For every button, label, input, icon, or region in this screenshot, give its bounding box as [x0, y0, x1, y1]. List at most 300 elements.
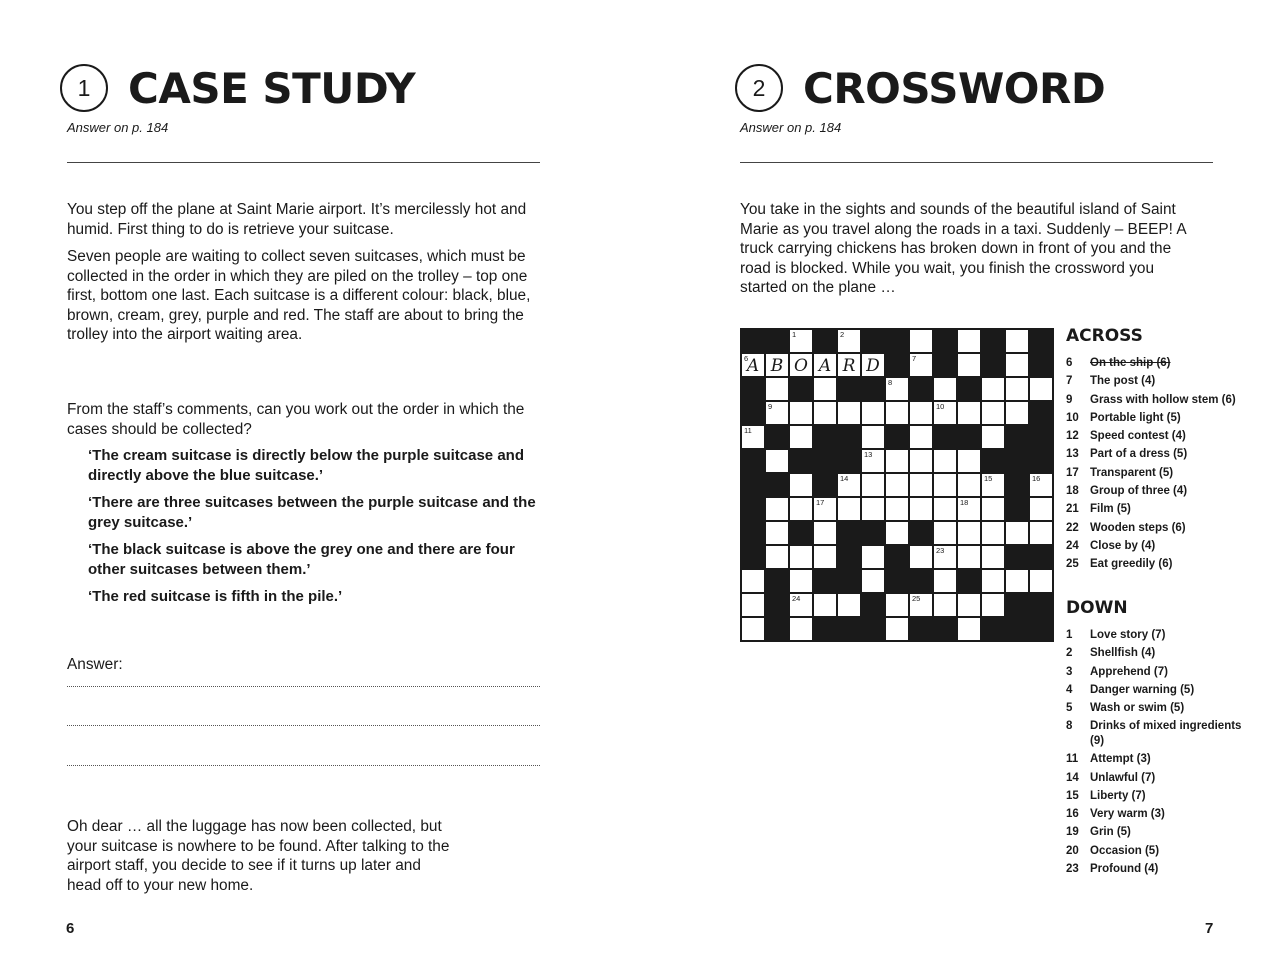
- grid-cell[interactable]: [909, 593, 933, 617]
- grid-cell[interactable]: [861, 569, 885, 593]
- grid-cell[interactable]: [885, 521, 909, 545]
- grid-cell[interactable]: [885, 377, 909, 401]
- grid-cell[interactable]: [741, 593, 765, 617]
- grid-cell-black: [765, 569, 789, 593]
- clue-number: 23: [1066, 863, 1079, 876]
- clue-number: 2: [1066, 647, 1073, 660]
- cell-number: 11: [744, 426, 752, 435]
- grid-cell-black: [933, 425, 957, 449]
- clue-number: 22: [1066, 521, 1079, 534]
- clue-item: [1066, 789, 1256, 804]
- clue-number: 14: [1066, 771, 1079, 784]
- intro-paragraph: You take in the sights and sounds of the beautiful island of Saint Marie as you travel along the roads in a taxi. Suddenly – BEEP! A truck carrying chickens has broken down in front of you and the road is blocked. While you wait, you finish the crossword you started on the plane …: [740, 201, 1186, 296]
- grid-cell-black: [885, 545, 909, 569]
- grid-cell-black: [837, 545, 861, 569]
- clue-text: The post (4): [1090, 375, 1156, 388]
- grid-cell-black: [837, 569, 861, 593]
- grid-cell[interactable]: [813, 377, 837, 401]
- question-paragraph: From the staff’s comments, can you work out the order in which the cases should be collected?: [67, 401, 525, 438]
- cell-letter: D: [866, 356, 880, 376]
- clue-text: Shellfish (4): [1090, 647, 1156, 660]
- grid-cell-black: [789, 449, 813, 473]
- grid-cell-black: [885, 569, 909, 593]
- grid-cell[interactable]: [957, 497, 981, 521]
- clue-number: 1: [1066, 629, 1073, 641]
- grid-cell[interactable]: [861, 473, 885, 497]
- grid-cell[interactable]: [981, 593, 1005, 617]
- clue-number: 18: [1066, 485, 1079, 498]
- grid-cell-black: [1029, 353, 1053, 377]
- grid-cell-black: [813, 329, 837, 353]
- quote: ‘The cream suitcase is directly below the purple suitcase and directly above the blue suitcase.’: [88, 447, 524, 484]
- clue-item: [1066, 719, 1256, 748]
- grid-cell[interactable]: [981, 497, 1005, 521]
- grid-cell[interactable]: [909, 329, 933, 353]
- grid-cell[interactable]: [981, 401, 1005, 425]
- cell-number: 1: [792, 330, 797, 339]
- clue-text: Occasion (5): [1090, 844, 1160, 857]
- grid-cell-black: [765, 473, 789, 497]
- clue-text: Attempt (3): [1090, 753, 1151, 766]
- clue-item: [1066, 356, 1256, 371]
- answer-line[interactable]: [67, 765, 540, 766]
- clue-text: Grass with hollow stem (6): [1090, 393, 1236, 406]
- cell-number: 7: [912, 354, 917, 363]
- grid-cell[interactable]: [789, 497, 813, 521]
- grid-cell-black: [741, 497, 765, 521]
- grid-cell-black: [789, 377, 813, 401]
- answer-reference: Answer on p. 184: [740, 120, 842, 135]
- clue-text: Wooden steps (6): [1090, 521, 1186, 534]
- grid-cell-black: [933, 329, 957, 353]
- grid-cell-black: [909, 569, 933, 593]
- grid-cell[interactable]: [957, 521, 981, 545]
- grid-cell[interactable]: [813, 497, 837, 521]
- cell-number: 9: [768, 402, 773, 411]
- closing-paragraph: Oh dear … all the luggage has now been collected, but your suitcase is nowhere to be found. After talking to the airport staff, you decide to see if it turns up later and head off to your new home.: [67, 818, 450, 894]
- down-clue-list: [1066, 628, 1256, 877]
- grid-cell[interactable]: [741, 353, 765, 377]
- answer-line[interactable]: [67, 686, 540, 687]
- grid-cell[interactable]: [837, 473, 861, 497]
- clue-number: 3: [1066, 665, 1073, 678]
- clue-number: 13: [1066, 448, 1079, 461]
- grid-cell[interactable]: [933, 497, 957, 521]
- clue-number: 17: [1066, 466, 1079, 479]
- grid-cell[interactable]: [741, 425, 765, 449]
- clue-number: 5: [1066, 702, 1073, 715]
- grid-cell[interactable]: [933, 377, 957, 401]
- clue-item: [1066, 374, 1256, 389]
- grid-cell[interactable]: [813, 353, 837, 377]
- grid-cell-black: [861, 329, 885, 353]
- grid-cell-black: [765, 617, 789, 641]
- quote: ‘The red suitcase is fifth in the pile.’: [88, 588, 343, 605]
- grid-cell[interactable]: [981, 569, 1005, 593]
- down-clues: [1066, 598, 1256, 880]
- clue-item: [1066, 539, 1256, 554]
- puzzle-header: [60, 60, 415, 116]
- grid-cell[interactable]: [909, 545, 933, 569]
- intro-paragraph: You step off the plane at Saint Marie airport. It’s mercilessly hot and humid. First thing to do is retrieve your suitcase.: [67, 201, 527, 238]
- grid-cell-black: [957, 425, 981, 449]
- grid-cell-black: [1005, 497, 1029, 521]
- grid-cell[interactable]: [957, 473, 981, 497]
- closing-text: [67, 817, 457, 903]
- clue-item: [1066, 844, 1256, 859]
- grid-cell[interactable]: [741, 569, 765, 593]
- grid-cell[interactable]: [861, 425, 885, 449]
- clue-text: Eat greedily (6): [1090, 558, 1173, 571]
- grid-cell-black: [861, 377, 885, 401]
- clue-text: Close by (4): [1090, 539, 1156, 552]
- grid-cell-black: [909, 521, 933, 545]
- clue-text: Speed contest (4): [1090, 430, 1186, 443]
- staff-quotes: [88, 446, 538, 615]
- grid-cell-black: [741, 545, 765, 569]
- grid-cell[interactable]: [909, 401, 933, 425]
- intro-text: [67, 200, 532, 353]
- grid-cell-black: [1005, 545, 1029, 569]
- grid-cell[interactable]: [765, 449, 789, 473]
- clue-number: 15: [1066, 789, 1079, 802]
- clue-item: [1066, 771, 1256, 786]
- crossword-grid: [740, 328, 1054, 642]
- intro-text: [740, 200, 1200, 306]
- clue-text: Liberty (7): [1090, 789, 1146, 802]
- grid-cell-black: [1029, 593, 1053, 617]
- grid-cell-black: [1005, 449, 1029, 473]
- grid-cell[interactable]: [765, 521, 789, 545]
- grid-cell-black: [1005, 425, 1029, 449]
- clue-item: [1066, 447, 1256, 462]
- clue-item: [1066, 825, 1256, 840]
- grid-cell-black: [861, 617, 885, 641]
- clue-item: [1066, 862, 1256, 877]
- clue-number: 9: [1066, 393, 1073, 406]
- grid-cell[interactable]: [885, 473, 909, 497]
- clue-number: 11: [1066, 753, 1079, 766]
- grid-cell-black: [789, 521, 813, 545]
- clue-item: [1066, 411, 1256, 426]
- grid-cell[interactable]: [981, 521, 1005, 545]
- grid-cell[interactable]: [837, 497, 861, 521]
- grid-cell-black: [765, 329, 789, 353]
- clue-number: 8: [1066, 720, 1073, 733]
- cell-number: 2: [840, 330, 845, 339]
- grid-cell[interactable]: [789, 401, 813, 425]
- grid-cell[interactable]: [981, 545, 1005, 569]
- grid-cell[interactable]: [909, 353, 933, 377]
- clue-text: Transparent (5): [1090, 466, 1174, 479]
- clue-number: 19: [1066, 826, 1079, 839]
- clue-number: 7: [1066, 375, 1073, 388]
- grid-cell-black: [741, 521, 765, 545]
- grid-cell-black: [765, 425, 789, 449]
- clue-text: Film (5): [1090, 503, 1131, 516]
- grid-cell[interactable]: [861, 449, 885, 473]
- cell-number: 25: [912, 594, 921, 603]
- clue-item: [1066, 521, 1256, 536]
- grid-cell-black: [933, 617, 957, 641]
- grid-cell[interactable]: [1029, 521, 1053, 545]
- clue-text: Grin (5): [1090, 826, 1131, 839]
- clue-item: [1066, 502, 1256, 517]
- grid-cell-black: [1029, 617, 1053, 641]
- grid-cell-black: [1029, 449, 1053, 473]
- cell-number: 17: [816, 498, 825, 507]
- across-clue-list: [1066, 356, 1256, 572]
- down-heading: DOWN: [1066, 598, 1128, 618]
- clue-item: [1066, 557, 1256, 572]
- clue-item: [1066, 807, 1256, 822]
- grid-cell-black: [861, 521, 885, 545]
- grid-cell-black: [813, 425, 837, 449]
- clue-text: Group of three (4): [1090, 485, 1188, 498]
- clue-item: [1066, 683, 1256, 698]
- grid-cell[interactable]: [789, 593, 813, 617]
- grid-cell-black: [1029, 329, 1053, 353]
- clue-item: [1066, 393, 1256, 408]
- clue-item: [1066, 484, 1256, 499]
- grid-cell[interactable]: [861, 545, 885, 569]
- grid-cell[interactable]: [789, 617, 813, 641]
- grid-cell[interactable]: [885, 617, 909, 641]
- answer-reference: Answer on p. 184: [67, 120, 169, 135]
- grid-cell[interactable]: [861, 401, 885, 425]
- page-number: 6: [66, 920, 75, 937]
- clue-item: [1066, 628, 1256, 643]
- grid-cell-black: [765, 593, 789, 617]
- grid-cell[interactable]: [765, 497, 789, 521]
- across-clues: [1066, 326, 1256, 576]
- clue-text: Very warm (3): [1090, 808, 1165, 821]
- grid-cell[interactable]: [789, 473, 813, 497]
- grid-cell[interactable]: [885, 449, 909, 473]
- grid-cell-black: [909, 617, 933, 641]
- grid-cell[interactable]: [1005, 353, 1029, 377]
- grid-cell[interactable]: [957, 449, 981, 473]
- grid-cell[interactable]: [813, 593, 837, 617]
- cell-number: 24: [792, 594, 801, 603]
- grid-cell[interactable]: [933, 569, 957, 593]
- grid-cell[interactable]: [981, 473, 1005, 497]
- grid-cell-black: [741, 401, 765, 425]
- puzzle-number-badge: 2: [735, 64, 783, 112]
- question-text: [67, 400, 537, 447]
- grid-cell-black: [861, 593, 885, 617]
- grid-cell[interactable]: [1029, 377, 1053, 401]
- grid-cell-black: [813, 569, 837, 593]
- grid-cell[interactable]: [789, 425, 813, 449]
- grid-cell[interactable]: [789, 329, 813, 353]
- grid-cell[interactable]: [789, 353, 813, 377]
- grid-cell[interactable]: [1005, 521, 1029, 545]
- grid-cell[interactable]: [981, 425, 1005, 449]
- grid-cell-black: [933, 353, 957, 377]
- across-heading: ACROSS: [1066, 326, 1143, 346]
- grid-cell-black: [885, 353, 909, 377]
- grid-cell[interactable]: [933, 593, 957, 617]
- grid-cell-black: [981, 449, 1005, 473]
- clue-text: Profound (4): [1090, 863, 1159, 876]
- grid-cell[interactable]: [933, 473, 957, 497]
- grid-cell[interactable]: [813, 401, 837, 425]
- grid-cell[interactable]: [1029, 497, 1053, 521]
- grid-cell[interactable]: [765, 377, 789, 401]
- page-title: CASE STUDY: [128, 63, 416, 113]
- grid-cell[interactable]: [837, 401, 861, 425]
- grid-cell[interactable]: [765, 353, 789, 377]
- divider: [740, 162, 1213, 163]
- grid-cell[interactable]: [957, 329, 981, 353]
- clue-item: [1066, 466, 1256, 481]
- cell-number: 18: [960, 498, 969, 507]
- clue-text: Love story (7): [1090, 629, 1166, 641]
- grid-cell-black: [1005, 593, 1029, 617]
- grid-cell-black: [837, 425, 861, 449]
- grid-cell-black: [741, 329, 765, 353]
- grid-cell[interactable]: [957, 545, 981, 569]
- clue-number: 4: [1066, 683, 1073, 696]
- grid-cell[interactable]: [981, 377, 1005, 401]
- grid-cell[interactable]: [933, 545, 957, 569]
- grid-cell-black: [957, 569, 981, 593]
- grid-cell-black: [1005, 617, 1029, 641]
- clue-number: 6: [1066, 357, 1073, 369]
- grid-cell-black: [837, 521, 861, 545]
- clue-text: Danger warning (5): [1090, 683, 1195, 696]
- quote: ‘The black suitcase is above the grey one and there are four other suitcases between them.’: [88, 541, 515, 578]
- grid-cell[interactable]: [789, 545, 813, 569]
- cell-number: 13: [864, 450, 873, 459]
- grid-cell-black: [813, 449, 837, 473]
- clue-number: 21: [1066, 503, 1079, 516]
- clue-number: 24: [1066, 539, 1079, 552]
- grid-cell-black: [837, 449, 861, 473]
- grid-cell-black: [1005, 473, 1029, 497]
- answer-label: Answer:: [67, 656, 123, 673]
- grid-cell[interactable]: [813, 545, 837, 569]
- grid-cell[interactable]: [837, 329, 861, 353]
- grid-cell-black: [837, 617, 861, 641]
- clue-number: 16: [1066, 808, 1079, 821]
- cell-number: 6: [744, 354, 749, 363]
- puzzle-header: [735, 60, 1105, 116]
- grid-cell[interactable]: [837, 593, 861, 617]
- cell-number: 8: [888, 378, 893, 387]
- grid-cell[interactable]: [933, 449, 957, 473]
- clue-number: 20: [1066, 844, 1079, 857]
- grid-cell-black: [885, 329, 909, 353]
- grid-cell[interactable]: [1029, 569, 1053, 593]
- puzzle-setup-paragraph: Seven people are waiting to collect seven suitcases, which must be collected in the order in which they are piled on the trolley – top one first, bottom one last. Each suitcase is a different colour: black, blue, brown, cream, grey, purple and red. The staff are about to bring the trolley into the airport waiting area.: [67, 248, 531, 343]
- grid-cell[interactable]: [861, 497, 885, 521]
- clue-text: On the ship (6): [1090, 357, 1171, 369]
- cell-letter: A: [746, 356, 760, 376]
- grid-cell[interactable]: [789, 569, 813, 593]
- grid-cell[interactable]: [885, 593, 909, 617]
- clue-text: Portable light (5): [1090, 411, 1181, 424]
- cell-number: 14: [840, 474, 849, 483]
- grid-cell-black: [909, 377, 933, 401]
- grid-cell[interactable]: [933, 521, 957, 545]
- grid-cell[interactable]: [957, 401, 981, 425]
- grid-cell[interactable]: [765, 401, 789, 425]
- grid-cell-black: [957, 377, 981, 401]
- puzzle-number-badge: 1: [60, 64, 108, 112]
- grid-cell[interactable]: [1005, 377, 1029, 401]
- grid-cell-black: [741, 473, 765, 497]
- grid-cell[interactable]: [885, 401, 909, 425]
- grid-cell[interactable]: [813, 521, 837, 545]
- clue-item: [1066, 701, 1256, 716]
- grid-cell-black: [1029, 545, 1053, 569]
- cell-number: 10: [936, 402, 945, 411]
- clue-text: Unlawful (7): [1090, 771, 1156, 784]
- grid-cell[interactable]: [909, 449, 933, 473]
- grid-cell-black: [1029, 401, 1053, 425]
- clue-text: Wash or swim (5): [1090, 702, 1185, 715]
- cell-letter: B: [770, 356, 784, 376]
- clue-number: 12: [1066, 430, 1079, 443]
- clue-item: [1066, 429, 1256, 444]
- grid-cell[interactable]: [909, 473, 933, 497]
- grid-cell[interactable]: [909, 497, 933, 521]
- grid-cell[interactable]: [957, 617, 981, 641]
- grid-cell-black: [837, 377, 861, 401]
- cell-number: 15: [984, 474, 993, 483]
- grid-cell[interactable]: [861, 353, 885, 377]
- page-title: CROSSWORD: [803, 63, 1106, 113]
- grid-cell-black: [981, 353, 1005, 377]
- answer-line[interactable]: [67, 725, 540, 726]
- quote: ‘There are three suitcases between the purple suitcase and the grey suitcase.’: [88, 494, 536, 531]
- grid-cell[interactable]: [933, 401, 957, 425]
- grid-cell[interactable]: [1005, 401, 1029, 425]
- page-number: 7: [1205, 920, 1214, 937]
- grid-cell-black: [813, 473, 837, 497]
- grid-cell[interactable]: [957, 593, 981, 617]
- grid-cell-black: [1029, 425, 1053, 449]
- cell-number: 16: [1032, 474, 1041, 483]
- grid-cell[interactable]: [957, 353, 981, 377]
- grid-cell[interactable]: [1005, 329, 1029, 353]
- cell-number: 23: [936, 546, 945, 555]
- clue-text: Drinks of mixed ingredients (9): [1090, 720, 1242, 747]
- grid-cell-black: [741, 377, 765, 401]
- clue-number: 10: [1066, 411, 1079, 424]
- grid-cell-black: [741, 449, 765, 473]
- right-page: [640, 0, 1280, 979]
- grid-cell[interactable]: [837, 353, 861, 377]
- cell-letter: A: [818, 356, 832, 376]
- grid-cell-black: [981, 617, 1005, 641]
- clue-number: 25: [1066, 558, 1079, 571]
- clue-text: Part of a dress (5): [1090, 448, 1188, 461]
- grid-cell-black: [981, 329, 1005, 353]
- cell-letter: R: [842, 356, 856, 376]
- grid-cell[interactable]: [1005, 569, 1029, 593]
- grid-cell[interactable]: [765, 545, 789, 569]
- clue-item: [1066, 646, 1256, 661]
- grid-cell[interactable]: [885, 497, 909, 521]
- grid-cell-black: [885, 425, 909, 449]
- grid-cell[interactable]: [909, 425, 933, 449]
- cell-letter: O: [794, 356, 808, 376]
- grid-cell[interactable]: [1029, 473, 1053, 497]
- grid-cell[interactable]: [741, 617, 765, 641]
